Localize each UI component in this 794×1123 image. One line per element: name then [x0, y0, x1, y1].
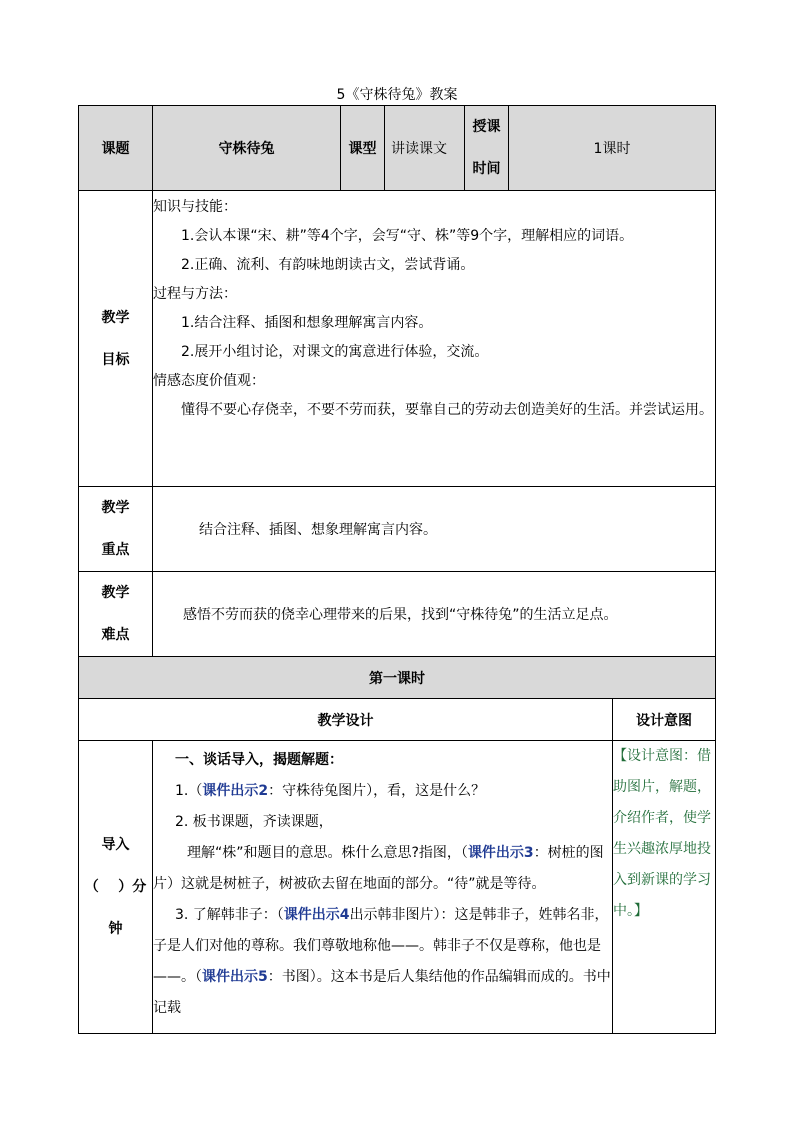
intro-label-line2: （ ）分: [84, 879, 147, 895]
subject-value: 守株待兔: [153, 106, 341, 191]
time-label: [465, 106, 509, 191]
intro-label-line1: 导入: [101, 837, 130, 853]
type-label: 课型: [341, 106, 385, 191]
goals-row: [79, 191, 716, 487]
step1-rest: ：守株待兔图片），看，这是什么？: [268, 783, 486, 799]
time-value: 1课时: [509, 106, 716, 191]
lesson-header-row: [79, 657, 716, 699]
difficulty-row: [79, 572, 716, 657]
step2b-b: ：树桩的图片）这就是树桩子，树被砍去留在地面的部分。“待”就是等待。: [153, 845, 604, 892]
goals-line: 1.会认本课“宋、耕”等4个字，会写“守、株”等9个字，理解相应的词语。: [181, 228, 634, 244]
lesson-plan-table: [78, 105, 716, 1034]
intro-label: [79, 741, 153, 1034]
goals-label: [79, 191, 153, 487]
goals-line: 2.展开小组讨论，对课文的寓意进行体验，交流。: [181, 344, 489, 360]
goals-line: 知识与技能：: [153, 199, 237, 215]
focus-label-line1: 教学: [101, 500, 130, 516]
step3-c: ：书图）。这本书是后人集结他的作品编辑而成的。书中记载: [153, 969, 611, 1016]
step1-prefix: 1.（: [175, 783, 203, 799]
goals-label-line1: 教学: [101, 309, 130, 326]
goals-line: 1.结合注释、插图和想象理解寓言内容。: [181, 315, 433, 331]
subject-label: 课题: [79, 106, 153, 191]
step1-line: [153, 776, 612, 807]
goals-content: [153, 191, 716, 487]
goals-line: 过程与方法：: [153, 286, 237, 302]
intro-row: [79, 741, 716, 1034]
courseware-ref: 课件出示3: [467, 845, 534, 861]
focus-content: 结合注释、插图、想象理解寓言内容。: [153, 487, 716, 572]
intro-intent: 【设计意图：借助图片，解题，介绍作者，使学生兴趣浓厚地投入到新课的学习中。】: [613, 741, 716, 1034]
focus-label-line2: 重点: [101, 542, 130, 558]
focus-row: [79, 487, 716, 572]
goals-line: 情感态度价值观：: [153, 373, 265, 389]
intro-label-line3: 钟: [108, 921, 123, 937]
time-label-line1: 授课: [472, 119, 501, 135]
focus-label: [79, 487, 153, 572]
intro-design: [153, 741, 613, 1034]
intent-header: 设计意图: [613, 699, 716, 741]
design-header: 教学设计: [79, 699, 613, 741]
header-row: [79, 106, 716, 191]
step2-line: 2. 板书课题，齐读课题，: [175, 814, 333, 830]
goals-line: 2.正确、流利、有韵味地朗读古文，尝试背诵。: [181, 257, 475, 273]
document-title: 5《守株待兔》教案: [336, 87, 458, 103]
difficulty-label-line2: 难点: [101, 627, 130, 643]
difficulty-label-line1: 教学: [101, 585, 130, 601]
step3-line: [153, 900, 612, 1024]
goals-label-line2: 目标: [101, 351, 130, 368]
time-label-line2: 时间: [472, 161, 501, 177]
courseware-ref: 课件出示4: [283, 907, 350, 923]
difficulty-content: 感悟不劳而获的侥幸心理带来的后果，找到“守株待兔”的生活立足点。: [153, 572, 716, 657]
difficulty-label: [79, 572, 153, 657]
courseware-ref: 课件出示2: [202, 783, 269, 799]
step3-a: 3. 了解韩非子：（: [175, 907, 284, 923]
lesson-header: 第一课时: [79, 657, 716, 699]
courseware-ref: 课件出示5: [202, 969, 268, 985]
type-value: 讲读课文: [385, 106, 465, 191]
design-header-row: [79, 699, 716, 741]
step2b-line: [153, 838, 612, 900]
step3-b: 出示韩非图片）：这是韩非子，姓韩名非，子是人们对他的尊称。我们尊敬地称他——。韩非子不仅是尊称，他也是——。（: [153, 907, 609, 985]
step1-title: 一、谈话导入，揭题解题：: [175, 752, 343, 768]
step2b-a: 理解“株”和题目的意思。株什么意思?指图，（: [187, 845, 468, 861]
goals-line: 懂得不要心存侥幸，不要不劳而获，要靠自己的劳动去创造美好的生活。并尝试运用。: [181, 402, 713, 418]
